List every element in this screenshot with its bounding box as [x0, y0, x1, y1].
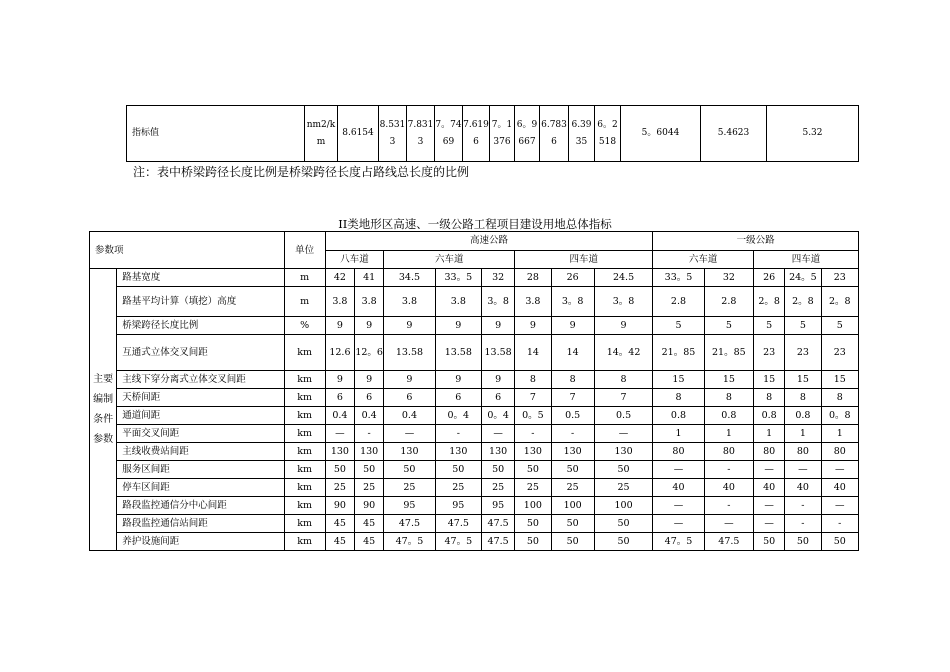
row-param-name: 路基平均计算（填挖）高度 — [117, 287, 284, 317]
row-value: 50 — [515, 515, 551, 533]
row-value: 50 — [515, 533, 551, 551]
row-unit: km — [284, 533, 325, 551]
index-value: 5.4623 — [701, 106, 767, 162]
row-value: 8 — [754, 389, 785, 407]
row-value: 45 — [325, 533, 354, 551]
row-value: — — [325, 425, 354, 443]
row-value: — — [785, 461, 821, 479]
row-value: 25 — [355, 479, 384, 497]
row-value: 50 — [384, 461, 435, 479]
row-unit: km — [284, 479, 325, 497]
row-value: 6 — [325, 389, 354, 407]
header-expressway: 高速公路 — [325, 232, 652, 251]
row-value: 25 — [384, 479, 435, 497]
row-value: 6 — [435, 389, 481, 407]
row-value: 40 — [653, 479, 704, 497]
row-value: 25 — [481, 479, 514, 497]
row-unit: m — [284, 269, 325, 287]
row-value: 21。85 — [704, 335, 753, 371]
header-param: 参数项 — [90, 232, 285, 269]
row-value: 0。4 — [481, 407, 514, 425]
row-param-name: 路基宽度 — [117, 269, 284, 287]
header-lanes4: 四车道 — [515, 250, 653, 269]
row-value: — — [384, 425, 435, 443]
row-value: 14 — [515, 335, 551, 371]
top-index-table — [126, 105, 859, 162]
row-value: 0。5 — [515, 407, 551, 425]
row-value: 15 — [704, 371, 753, 389]
row-unit: km — [284, 407, 325, 425]
row-value: — — [704, 515, 753, 533]
row-value: — — [653, 497, 704, 515]
row-value: 130 — [325, 443, 354, 461]
row-value: 25 — [594, 479, 652, 497]
row-value: 7 — [515, 389, 551, 407]
row-value: 130 — [384, 443, 435, 461]
row-value: 130 — [551, 443, 594, 461]
table-row — [90, 407, 859, 425]
header-class1: 一级公路 — [653, 232, 859, 251]
row-value: 5 — [653, 317, 704, 335]
row-value: 95 — [435, 497, 481, 515]
index-row — [127, 106, 859, 162]
row-value: — — [653, 515, 704, 533]
row-value: - — [785, 515, 821, 533]
table-row — [90, 497, 859, 515]
row-unit: m — [284, 287, 325, 317]
row-value: 50 — [355, 461, 384, 479]
row-value: 3。8 — [594, 287, 652, 317]
row-value: 45 — [325, 515, 354, 533]
row-param-name: 天桥间距 — [117, 389, 284, 407]
row-unit: km — [284, 515, 325, 533]
row-value: 47.5 — [435, 515, 481, 533]
row-value: 21。85 — [653, 335, 704, 371]
row-value: 9 — [515, 317, 551, 335]
row-unit: km — [284, 443, 325, 461]
row-value: 0。8 — [821, 407, 858, 425]
row-value: 50 — [594, 533, 652, 551]
row-value: — — [754, 497, 785, 515]
row-value: 12。6 — [355, 335, 384, 371]
row-unit: km — [284, 461, 325, 479]
table-row — [90, 269, 859, 287]
row-value: 50 — [754, 533, 785, 551]
row-value: 130 — [481, 443, 514, 461]
row-value: 24。5 — [785, 269, 821, 287]
row-value: 1 — [785, 425, 821, 443]
row-value: 3.8 — [325, 287, 354, 317]
index-value: 6。9667 — [515, 106, 540, 162]
row-param-name: 养护设施间距 — [117, 533, 284, 551]
row-value: 9 — [594, 317, 652, 335]
row-value: 13.58 — [481, 335, 514, 371]
row-value: 50 — [821, 533, 858, 551]
row-value: 0.8 — [653, 407, 704, 425]
row-unit: km — [284, 425, 325, 443]
row-value: 47。5 — [653, 533, 704, 551]
index-value: 7。7469 — [435, 106, 463, 162]
row-value: 50 — [551, 461, 594, 479]
row-value: 0.5 — [551, 407, 594, 425]
row-param-name: 桥梁跨径长度比例 — [117, 317, 284, 335]
row-value: 26 — [754, 269, 785, 287]
row-value: 2.8 — [704, 287, 753, 317]
row-value: 47.5 — [704, 533, 753, 551]
row-value: 8 — [704, 389, 753, 407]
row-value: 5 — [821, 317, 858, 335]
group-label: 主要编制条件参数 — [90, 269, 117, 551]
row-value: 33。5 — [653, 269, 704, 287]
row-value: 9 — [384, 317, 435, 335]
row-value: 80 — [653, 443, 704, 461]
row-value: 23 — [785, 335, 821, 371]
row-value: 0.5 — [594, 407, 652, 425]
index-value: 5.32 — [767, 106, 859, 162]
header-unit: 单位 — [284, 232, 325, 269]
row-value: 3.8 — [355, 287, 384, 317]
row-value: 9 — [481, 317, 514, 335]
row-value: 5 — [754, 317, 785, 335]
header-class1-lanes4: 四车道 — [754, 250, 859, 269]
row-value: 6 — [481, 389, 514, 407]
row-value: 9 — [481, 371, 514, 389]
row-value: 45 — [355, 533, 384, 551]
row-value: 15 — [754, 371, 785, 389]
row-value: 9 — [435, 317, 481, 335]
row-value: 9 — [325, 371, 354, 389]
row-param-name: 路段监控通信站间距 — [117, 515, 284, 533]
row-value: 41 — [355, 269, 384, 287]
table-row — [90, 335, 859, 371]
row-value: 32 — [704, 269, 753, 287]
row-value: 47.5 — [481, 515, 514, 533]
index-value: 6.7836 — [540, 106, 569, 162]
row-value: 42 — [325, 269, 354, 287]
row-value: - — [704, 497, 753, 515]
header-row — [90, 232, 859, 251]
table-row — [90, 461, 859, 479]
row-value: 0.8 — [754, 407, 785, 425]
table-row — [90, 533, 859, 551]
row-value: 14。42 — [594, 335, 652, 371]
row-value: 14 — [551, 335, 594, 371]
row-value: — — [754, 515, 785, 533]
row-value: 2。8 — [785, 287, 821, 317]
table-row — [90, 443, 859, 461]
row-value: 50 — [435, 461, 481, 479]
row-value: 50 — [785, 533, 821, 551]
row-param-name: 服务区间距 — [117, 461, 284, 479]
row-value: 3.8 — [384, 287, 435, 317]
row-value: 47。5 — [435, 533, 481, 551]
row-value: 23 — [821, 335, 858, 371]
row-value: 50 — [551, 515, 594, 533]
row-unit: km — [284, 335, 325, 371]
row-value: 50 — [551, 533, 594, 551]
row-value: 8 — [653, 389, 704, 407]
row-value: 8 — [785, 389, 821, 407]
row-param-name: 主线下穿分离式立体交叉间距 — [117, 371, 284, 389]
row-value: 15 — [785, 371, 821, 389]
table-row — [90, 425, 859, 443]
table-row — [90, 515, 859, 533]
row-value: — — [594, 425, 652, 443]
row-value: 5 — [785, 317, 821, 335]
index-value: 5。6044 — [621, 106, 701, 162]
row-value: 26 — [551, 269, 594, 287]
row-value: - — [435, 425, 481, 443]
row-value: 23 — [821, 269, 858, 287]
row-value: 50 — [594, 515, 652, 533]
header-lanes6: 六车道 — [384, 250, 515, 269]
index-value: 8.5313 — [379, 106, 407, 162]
row-value: 2。8 — [821, 287, 858, 317]
row-value: 2。8 — [754, 287, 785, 317]
row-value: — — [481, 425, 514, 443]
table-row — [90, 479, 859, 497]
row-value: - — [704, 461, 753, 479]
header-class1-lanes6: 六车道 — [653, 250, 754, 269]
index-value: 7.6196 — [463, 106, 490, 162]
index-label: 指标值 — [127, 106, 305, 162]
row-value: 40 — [821, 479, 858, 497]
row-value: 9 — [325, 317, 354, 335]
row-value: 130 — [355, 443, 384, 461]
header-lanes8: 八车道 — [325, 250, 383, 269]
row-unit: km — [284, 371, 325, 389]
row-value: 8 — [594, 371, 652, 389]
row-value: 1 — [653, 425, 704, 443]
row-value: 8 — [515, 371, 551, 389]
row-value: 0.8 — [704, 407, 753, 425]
row-value: - — [821, 515, 858, 533]
row-value: 47.5 — [481, 533, 514, 551]
row-value: — — [754, 461, 785, 479]
row-value: 15 — [821, 371, 858, 389]
row-value: 9 — [355, 317, 384, 335]
table-row — [90, 371, 859, 389]
row-value: 6 — [384, 389, 435, 407]
index-value: 6。2518 — [595, 106, 621, 162]
row-param-name: 主线收费站间距 — [117, 443, 284, 461]
row-value: 8 — [551, 371, 594, 389]
row-value: 9 — [355, 371, 384, 389]
index-value: 7。1376 — [490, 106, 515, 162]
index-value: 6.3935 — [569, 106, 595, 162]
row-value: 33。5 — [435, 269, 481, 287]
row-value: 25 — [435, 479, 481, 497]
row-value: 3.8 — [515, 287, 551, 317]
row-value: 6 — [355, 389, 384, 407]
row-value: 80 — [821, 443, 858, 461]
index-value: 8.6154 — [338, 106, 379, 162]
row-value: 15 — [653, 371, 704, 389]
row-param-name: 平面交叉间距 — [117, 425, 284, 443]
row-value: 130 — [594, 443, 652, 461]
row-value: — — [653, 461, 704, 479]
row-value: - — [785, 497, 821, 515]
row-value: — — [821, 461, 858, 479]
table-row — [90, 389, 859, 407]
row-value: - — [515, 425, 551, 443]
table-row — [90, 287, 859, 317]
row-unit: % — [284, 317, 325, 335]
row-value: 0.4 — [384, 407, 435, 425]
row-unit: km — [284, 497, 325, 515]
row-value: 130 — [435, 443, 481, 461]
row-value: 0.4 — [355, 407, 384, 425]
row-value: - — [551, 425, 594, 443]
row-value: 0。4 — [435, 407, 481, 425]
row-value: 12.6 — [325, 335, 354, 371]
table-row — [90, 317, 859, 335]
row-value: 25 — [515, 479, 551, 497]
row-value: 8 — [821, 389, 858, 407]
row-value: 3。8 — [481, 287, 514, 317]
row-value: 25 — [325, 479, 354, 497]
row-value: 47。5 — [384, 533, 435, 551]
row-value: 24.5 — [594, 269, 652, 287]
row-value: 95 — [384, 497, 435, 515]
row-value: 50 — [594, 461, 652, 479]
row-value: 13.58 — [384, 335, 435, 371]
row-value: 2.8 — [653, 287, 704, 317]
row-value: 9 — [551, 317, 594, 335]
row-value: — — [821, 497, 858, 515]
index-value: 7.8313 — [407, 106, 435, 162]
index-unit: nm2/km — [305, 106, 338, 162]
row-value: 45 — [355, 515, 384, 533]
row-value: 9 — [435, 371, 481, 389]
row-value: 0.4 — [325, 407, 354, 425]
row-value: 5 — [704, 317, 753, 335]
row-value: 7 — [594, 389, 652, 407]
row-value: 32 — [481, 269, 514, 287]
row-value: 80 — [785, 443, 821, 461]
row-value: 80 — [704, 443, 753, 461]
row-value: 100 — [551, 497, 594, 515]
row-value: 50 — [515, 461, 551, 479]
row-value: 23 — [754, 335, 785, 371]
row-value: 130 — [515, 443, 551, 461]
row-value: 100 — [594, 497, 652, 515]
row-value: 1 — [821, 425, 858, 443]
row-value: 80 — [754, 443, 785, 461]
row-value: 7 — [551, 389, 594, 407]
row-param-name: 互通式立体交叉间距 — [117, 335, 284, 371]
row-value: 90 — [325, 497, 354, 515]
table-note: 注：表中桥梁跨径长度比例是桥梁跨径长度占路线总长度的比例 — [133, 165, 470, 179]
row-param-name: 通道间距 — [117, 407, 284, 425]
row-value: 40 — [785, 479, 821, 497]
row-param-name: 停车区间距 — [117, 479, 284, 497]
row-value: 1 — [754, 425, 785, 443]
row-value: 1 — [704, 425, 753, 443]
row-param-name: 路段监控通信分中心间距 — [117, 497, 284, 515]
row-value: 3.8 — [435, 287, 481, 317]
table-title: II类地形区高速、一级公路工程项目建设用地总体指标 — [338, 217, 612, 231]
land-use-index-table — [89, 231, 859, 551]
row-value: 95 — [481, 497, 514, 515]
row-value: - — [355, 425, 384, 443]
row-value: 90 — [355, 497, 384, 515]
row-value: 50 — [325, 461, 354, 479]
row-value: 25 — [551, 479, 594, 497]
row-value: 0.8 — [785, 407, 821, 425]
row-value: 34.5 — [384, 269, 435, 287]
row-value: 40 — [754, 479, 785, 497]
row-value: 40 — [704, 479, 753, 497]
row-value: 3。8 — [551, 287, 594, 317]
row-value: 13.58 — [435, 335, 481, 371]
row-value: 28 — [515, 269, 551, 287]
row-value: 50 — [481, 461, 514, 479]
row-value: 100 — [515, 497, 551, 515]
row-unit: km — [284, 389, 325, 407]
row-value: 9 — [384, 371, 435, 389]
row-value: 47.5 — [384, 515, 435, 533]
